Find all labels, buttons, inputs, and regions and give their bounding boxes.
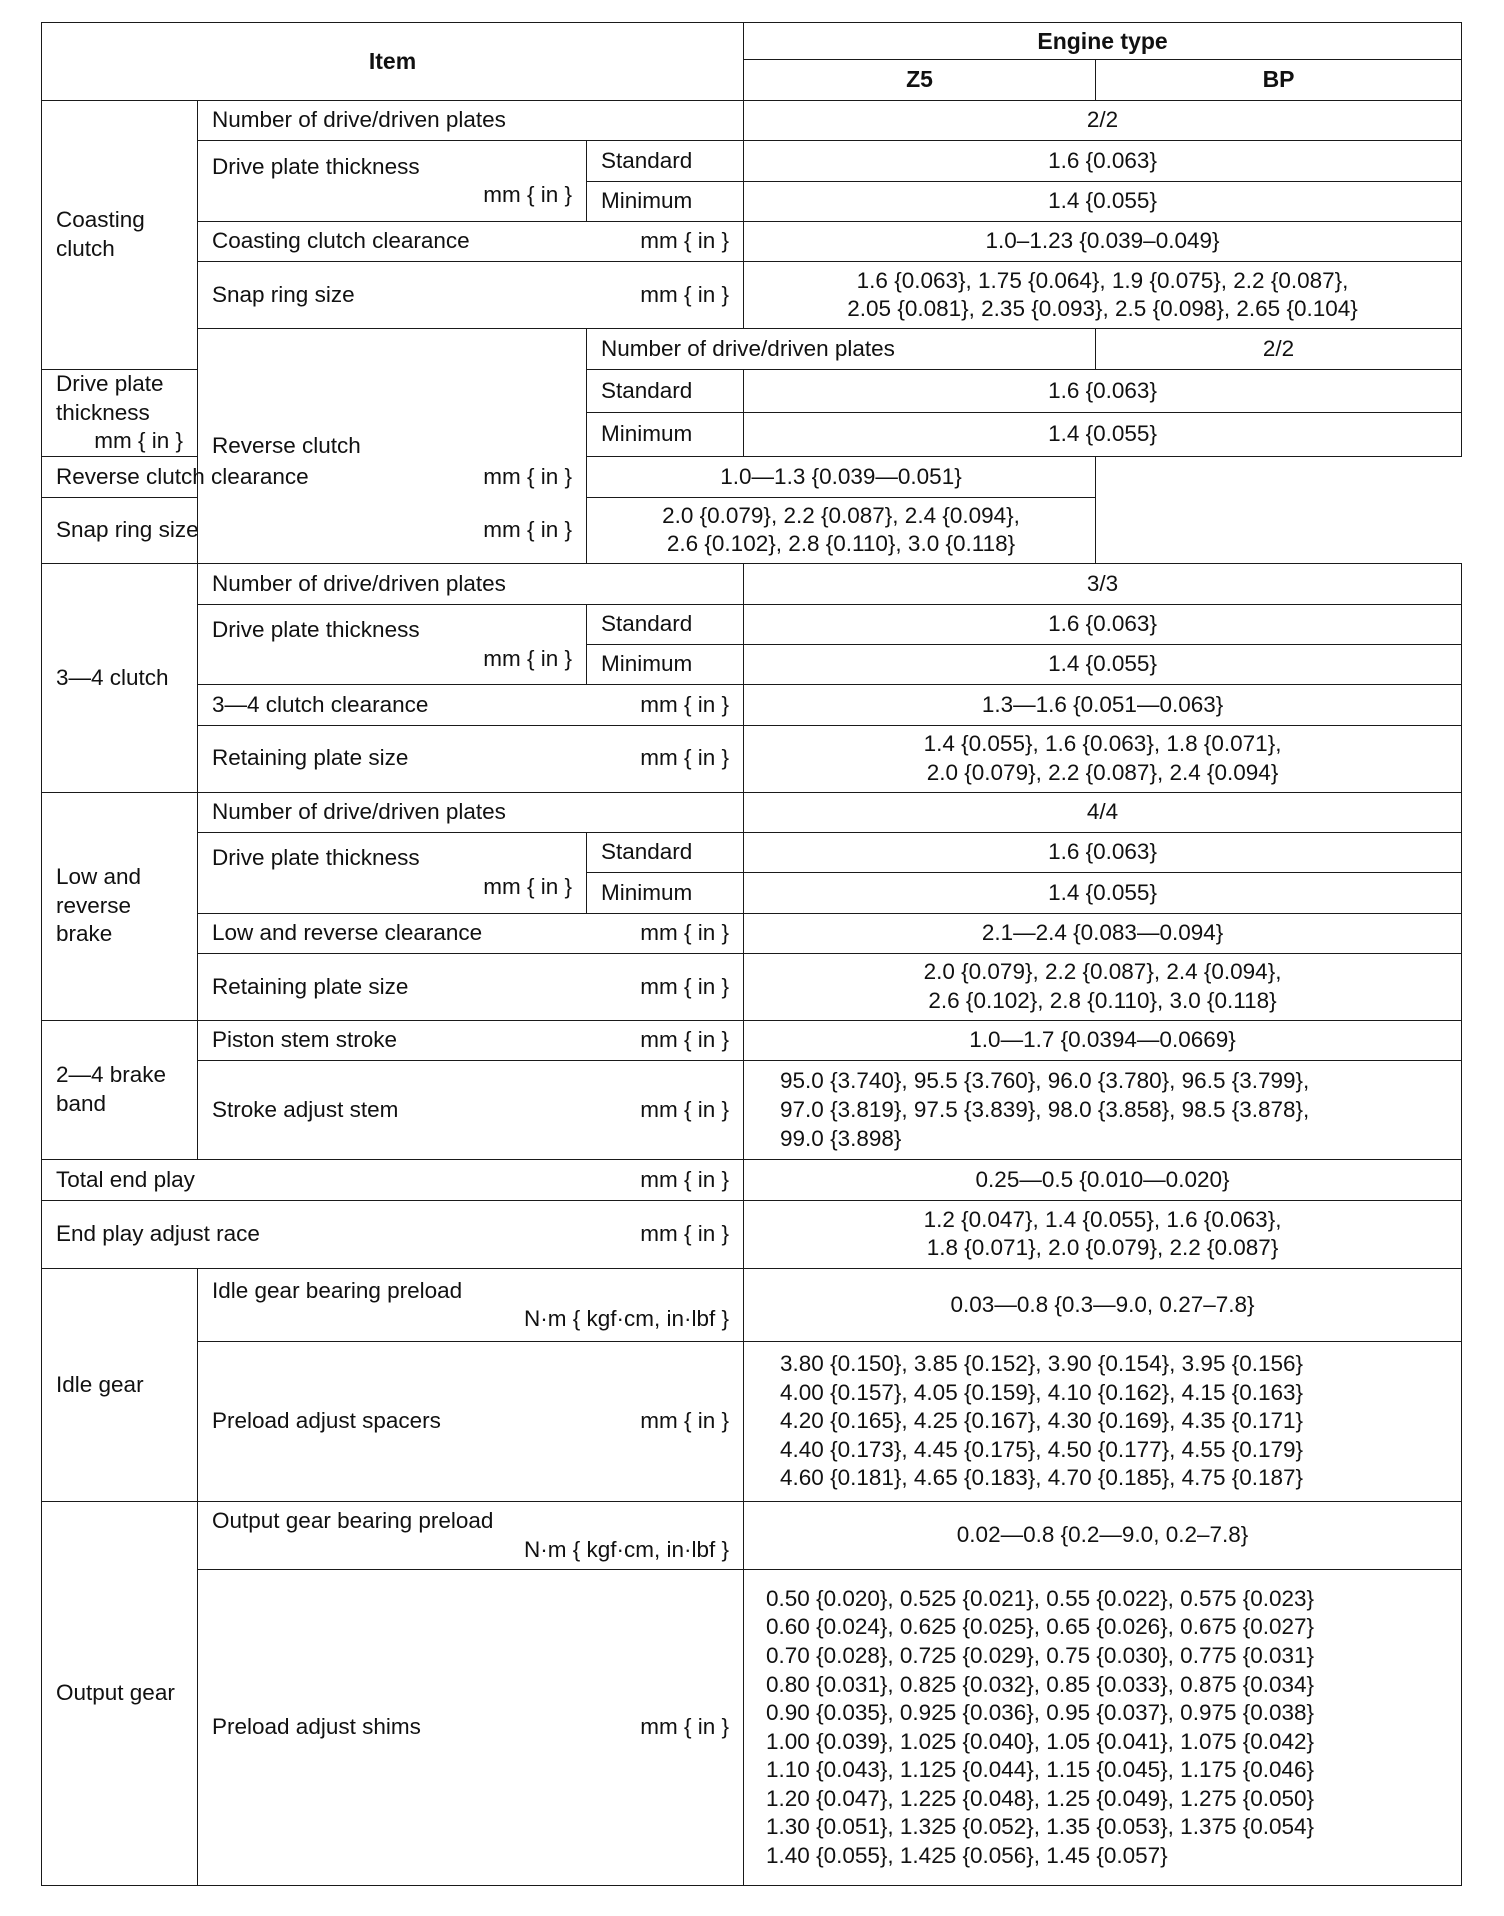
row-label: Number of drive/driven plates	[198, 100, 744, 140]
value-line: 0.60 {0.024}, 0.625 {0.025}, 0.65 {0.026}, 0.675 {0.027}	[766, 1614, 1315, 1640]
value-line: 1.8 {0.071}, 2.0 {0.079}, 2.2 {0.087}	[926, 1235, 1279, 1261]
standard-label: Standard	[587, 141, 744, 181]
unit-label: mm { in }	[640, 1027, 730, 1053]
table-row	[42, 329, 1462, 369]
table-row	[42, 725, 1462, 792]
unit-label: mm { in }	[640, 228, 730, 254]
row-label: Snap ring size	[56, 517, 199, 543]
value-line: 0.50 {0.020}, 0.525 {0.021}, 0.55 {0.022}, 0.575 {0.023}	[766, 1585, 1315, 1611]
row-label-cell	[198, 685, 744, 725]
group-label: Output gear	[42, 1501, 198, 1885]
row-label: Coasting clutch clearance	[212, 228, 470, 254]
standard-label: Standard	[587, 832, 744, 872]
table-row	[42, 832, 1462, 872]
row-label: Output gear bearing preload	[212, 1508, 494, 1534]
row-label: Idle gear bearing preload	[212, 1277, 463, 1303]
value-line: 1.30 {0.051}, 1.325 {0.052}, 1.35 {0.053}, 1.375 {0.054}	[766, 1814, 1315, 1840]
row-label: End play adjust race	[56, 1221, 260, 1247]
value-line: 2.6 {0.102}, 2.8 {0.110}, 3.0 {0.118}	[928, 987, 1277, 1013]
minimum-label: Minimum	[587, 181, 744, 221]
row-label: Drive plate thickness	[212, 153, 420, 179]
table-row	[42, 564, 1462, 604]
unit-label: N·m { kgf·cm, in·lbf }	[523, 1306, 730, 1332]
table-row	[42, 954, 1462, 1021]
unit-label: mm { in }	[483, 517, 572, 543]
table-row	[42, 100, 1462, 140]
group-label: Coasting clutch	[42, 100, 198, 369]
unit-label: mm { in }	[640, 920, 730, 946]
row-value: 1.4 {0.055}	[744, 873, 1462, 913]
value-line: 95.0 {3.740}, 95.5 {3.760}, 96.0 {3.780}, 96.5 {3.799},	[780, 1068, 1310, 1094]
table-row	[42, 1269, 1462, 1342]
unit-label: mm { in }	[640, 745, 730, 771]
row-value: 3/3	[744, 564, 1462, 604]
row-value: 1.6 {0.063}	[744, 141, 1462, 181]
engine-bp-header: BP	[1096, 60, 1462, 100]
row-label-cell	[198, 1020, 744, 1060]
row-value: 1.3—1.6 {0.051—0.063}	[744, 685, 1462, 725]
row-label: Stroke adjust stem	[212, 1096, 399, 1122]
unit-label: mm { in }	[640, 973, 730, 999]
value-line: 2.0 {0.079}, 2.2 {0.087}, 2.4 {0.094}	[926, 759, 1279, 785]
row-value: 4/4	[744, 792, 1462, 832]
value-line: 0.80 {0.031}, 0.825 {0.032}, 0.85 {0.033}, 0.875 {0.034}	[766, 1671, 1315, 1697]
group-label: 2—4 brake band	[42, 1020, 198, 1159]
row-label: Total end play	[56, 1166, 195, 1192]
value-line: 1.10 {0.043}, 1.125 {0.044}, 1.15 {0.045}, 1.175 {0.046}	[766, 1757, 1315, 1783]
row-value: 0.02—0.8 {0.2—9.0, 0.2–7.8}	[744, 1501, 1462, 1570]
spec-table-wrapper	[41, 22, 1461, 1886]
table-row	[42, 141, 1462, 181]
table-row	[42, 1160, 1462, 1200]
row-value-multiline	[744, 954, 1462, 1021]
row-label: Low and reverse clearance	[212, 920, 483, 946]
drive-plate-thickness-cell	[198, 832, 587, 913]
header-row	[42, 23, 1462, 60]
group-label: Idle gear	[42, 1269, 198, 1501]
drive-plate-thickness-cell	[42, 369, 198, 457]
row-value: 0.25—0.5 {0.010—0.020}	[744, 1160, 1462, 1200]
row-label-cell	[42, 497, 587, 564]
row-label-cell	[198, 913, 744, 953]
value-line: 1.20 {0.047}, 1.225 {0.048}, 1.25 {0.049}, 1.275 {0.050}	[766, 1785, 1315, 1811]
engine-type-header: Engine type	[744, 23, 1462, 60]
unit-label: mm { in }	[640, 1221, 730, 1247]
table-row	[42, 1570, 1462, 1886]
row-value-multiline	[744, 725, 1462, 792]
row-label: Preload adjust spacers	[212, 1408, 441, 1434]
drive-plate-thickness-cell	[198, 141, 587, 222]
unit-label: mm { in }	[483, 463, 572, 489]
value-line: 99.0 {3.898}	[780, 1125, 902, 1151]
value-line: 0.90 {0.035}, 0.925 {0.036}, 0.95 {0.037}, 0.975 {0.038}	[766, 1700, 1315, 1726]
standard-label: Standard	[587, 604, 744, 644]
row-value: 1.6 {0.063}	[744, 369, 1462, 413]
row-label-cell	[42, 1200, 744, 1269]
row-value-multiline	[744, 1061, 1462, 1160]
table-row	[42, 497, 1462, 564]
row-value: 2.1—2.4 {0.083—0.094}	[744, 913, 1462, 953]
table-row	[42, 685, 1462, 725]
table-row	[42, 1342, 1462, 1502]
table-row	[42, 262, 1462, 329]
row-value-multiline	[587, 497, 1096, 564]
row-value: 1.0—1.3 {0.039—0.051}	[587, 457, 1096, 497]
row-label-cell	[198, 725, 744, 792]
row-label: Snap ring size	[212, 281, 355, 307]
unit-label: mm { in }	[640, 1096, 730, 1122]
unit-label: N·m { kgf·cm, in·lbf }	[523, 1536, 730, 1562]
table-row	[42, 1501, 1462, 1570]
row-value: 0.03—0.8 {0.3—9.0, 0.27–7.8}	[744, 1269, 1462, 1342]
row-label: Piston stem stroke	[212, 1027, 398, 1053]
row-label: Drive plate thickness	[56, 370, 164, 425]
row-value-multiline	[744, 1342, 1462, 1502]
row-value: 1.6 {0.063}	[744, 604, 1462, 644]
unit-label: mm { in }	[640, 1408, 730, 1434]
row-label: Number of drive/driven plates	[198, 564, 744, 604]
unit-label: mm { in }	[640, 1166, 730, 1192]
unit-label: mm { in }	[640, 691, 730, 717]
value-line: 1.40 {0.055}, 1.425 {0.056}, 1.45 {0.057}	[766, 1842, 1168, 1868]
row-label: Drive plate thickness	[212, 845, 420, 871]
row-label-cell	[198, 1342, 744, 1502]
engine-z5-header: Z5	[744, 60, 1096, 100]
row-label: Reverse clutch clearance	[56, 463, 309, 489]
value-line: 1.4 {0.055}, 1.6 {0.063}, 1.8 {0.071},	[923, 731, 1282, 757]
row-label-cell	[198, 222, 744, 262]
group-label: 3—4 clutch	[42, 564, 198, 792]
unit-label: mm { in }	[94, 428, 183, 454]
row-label-cell	[198, 1061, 744, 1160]
row-value: 1.4 {0.055}	[744, 413, 1462, 457]
value-line: 0.70 {0.028}, 0.725 {0.029}, 0.75 {0.030}, 0.775 {0.031}	[766, 1643, 1315, 1669]
unit-label: mm { in }	[483, 873, 572, 899]
row-label: Number of drive/driven plates	[587, 329, 1096, 369]
table-row	[42, 1020, 1462, 1060]
row-value: 1.6 {0.063}	[744, 832, 1462, 872]
value-line: 1.6 {0.063}, 1.75 {0.064}, 1.9 {0.075}, 2.2 {0.087},	[856, 267, 1349, 293]
value-line: 4.40 {0.173}, 4.45 {0.175}, 4.50 {0.177}, 4.55 {0.179}	[780, 1436, 1304, 1462]
unit-label: mm { in }	[483, 182, 572, 208]
row-value-multiline	[744, 262, 1462, 329]
unit-label: mm { in }	[640, 281, 730, 307]
table-row	[42, 1200, 1462, 1269]
unit-label: mm { in }	[483, 645, 572, 671]
value-line: 2.05 {0.081}, 2.35 {0.093}, 2.5 {0.098}, 2.65 {0.104}	[847, 296, 1358, 322]
minimum-label: Minimum	[587, 873, 744, 913]
value-line: 97.0 {3.819}, 97.5 {3.839}, 98.0 {3.858}, 98.5 {3.878},	[780, 1096, 1310, 1122]
table-row	[42, 457, 1462, 497]
row-label-cell	[42, 1160, 744, 1200]
table-row	[42, 222, 1462, 262]
value-line: 1.2 {0.047}, 1.4 {0.055}, 1.6 {0.063},	[923, 1206, 1282, 1232]
standard-label: Standard	[587, 369, 744, 413]
minimum-label: Minimum	[587, 413, 744, 457]
row-label-cell	[42, 457, 587, 497]
service-spec-table	[41, 22, 1462, 1886]
row-label-cell	[198, 262, 744, 329]
row-value-multiline	[744, 1200, 1462, 1269]
row-value: 2/2	[1096, 329, 1462, 369]
row-label-cell	[198, 1570, 744, 1886]
group-label: Reverse clutch	[198, 329, 587, 564]
value-line: 2.6 {0.102}, 2.8 {0.110}, 3.0 {0.118}	[666, 531, 1016, 557]
row-label: Retaining plate size	[212, 745, 409, 771]
item-header: Item	[42, 23, 744, 101]
value-line: 4.60 {0.181}, 4.65 {0.183}, 4.70 {0.185}, 4.75 {0.187}	[780, 1465, 1304, 1491]
row-label: Retaining plate size	[212, 973, 409, 999]
row-label-cell	[198, 1501, 744, 1570]
minimum-label: Minimum	[587, 645, 744, 685]
row-value: 1.4 {0.055}	[744, 645, 1462, 685]
row-value: 1.0–1.23 {0.039–0.049}	[744, 222, 1462, 262]
group-label: Low and reverse brake	[42, 792, 198, 1020]
row-label-cell	[198, 1269, 744, 1342]
drive-plate-thickness-cell	[198, 604, 587, 685]
row-label: Drive plate thickness	[212, 616, 420, 642]
value-line: 2.0 {0.079}, 2.2 {0.087}, 2.4 {0.094},	[923, 959, 1282, 985]
row-label-cell	[198, 954, 744, 1021]
row-value: 2/2	[744, 100, 1462, 140]
value-line: 4.20 {0.165}, 4.25 {0.167}, 4.30 {0.169}, 4.35 {0.171}	[780, 1408, 1304, 1434]
value-line: 3.80 {0.150}, 3.85 {0.152}, 3.90 {0.154}, 3.95 {0.156}	[780, 1351, 1304, 1376]
table-row	[42, 792, 1462, 832]
row-label: Number of drive/driven plates	[198, 792, 744, 832]
row-label: 3—4 clutch clearance	[212, 691, 429, 717]
row-value: 1.4 {0.055}	[744, 181, 1462, 221]
value-line: 4.00 {0.157}, 4.05 {0.159}, 4.10 {0.162}, 4.15 {0.163}	[780, 1379, 1304, 1405]
row-value-multiline	[744, 1570, 1462, 1886]
unit-label: mm { in }	[640, 1714, 730, 1740]
table-row	[42, 604, 1462, 644]
value-line: 2.0 {0.079}, 2.2 {0.087}, 2.4 {0.094},	[662, 502, 1020, 528]
value-line: 1.00 {0.039}, 1.025 {0.040}, 1.05 {0.041}, 1.075 {0.042}	[766, 1728, 1315, 1754]
table-row	[42, 913, 1462, 953]
table-row	[42, 1061, 1462, 1160]
row-label: Preload adjust shims	[212, 1714, 421, 1740]
row-value: 1.0—1.7 {0.0394—0.0669}	[744, 1020, 1462, 1060]
